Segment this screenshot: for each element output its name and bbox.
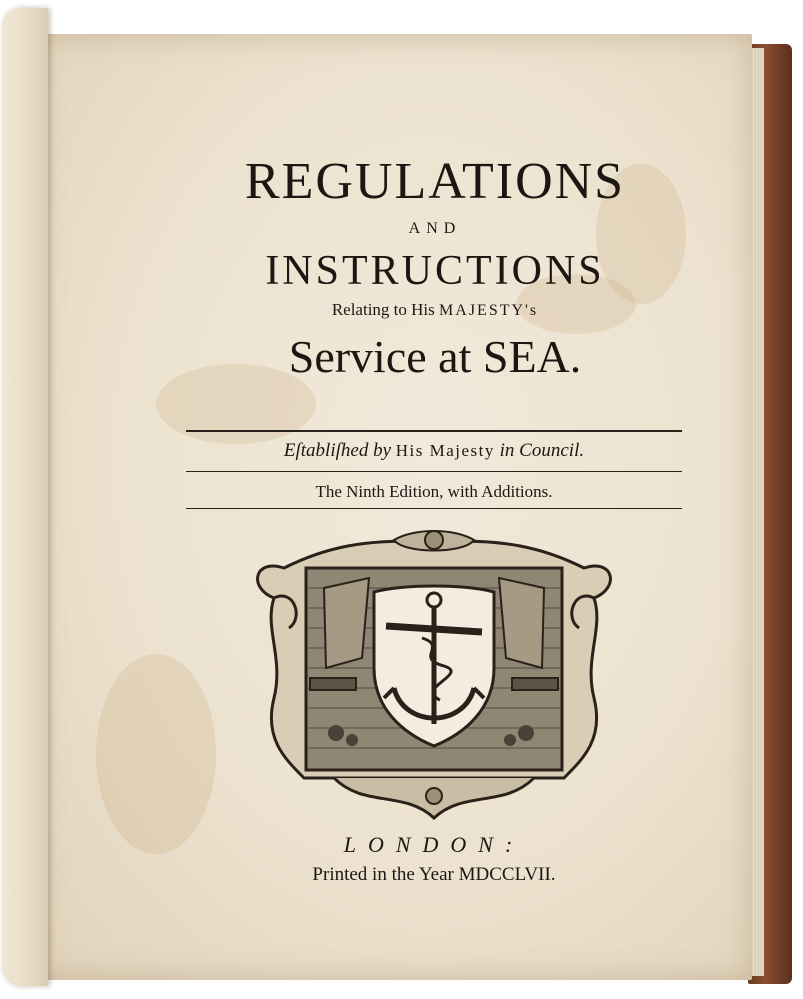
title-instructions: INSTRUCTIONS xyxy=(265,248,605,294)
rule-middle xyxy=(186,471,682,472)
title-and: AND xyxy=(408,220,462,237)
anchor-cartouche-icon xyxy=(244,528,624,820)
established-prefix: Eſtabliſhed by xyxy=(283,440,392,461)
title-block xyxy=(185,150,685,389)
title-regulations: REGULATIONS xyxy=(244,153,626,210)
relating-majesty: MAJESTY's xyxy=(439,302,539,319)
established-line xyxy=(186,438,682,464)
rule-top xyxy=(186,430,682,432)
imprint-year: Printed in the Year MDCCLVII. xyxy=(312,864,556,885)
relating-line xyxy=(185,298,685,323)
established-his-majesty: His Majesty xyxy=(395,441,495,460)
flyleaf xyxy=(2,8,48,986)
established-suffix: in Council. xyxy=(499,440,585,461)
edition-line: The Ninth Edition, with Additions. xyxy=(315,482,553,501)
rule-bottom xyxy=(186,508,682,509)
service-at-sea: Service at SEA. xyxy=(288,331,582,382)
relating-prefix: Relating to His xyxy=(331,300,435,319)
imprint-city: LONDON: xyxy=(343,832,525,857)
